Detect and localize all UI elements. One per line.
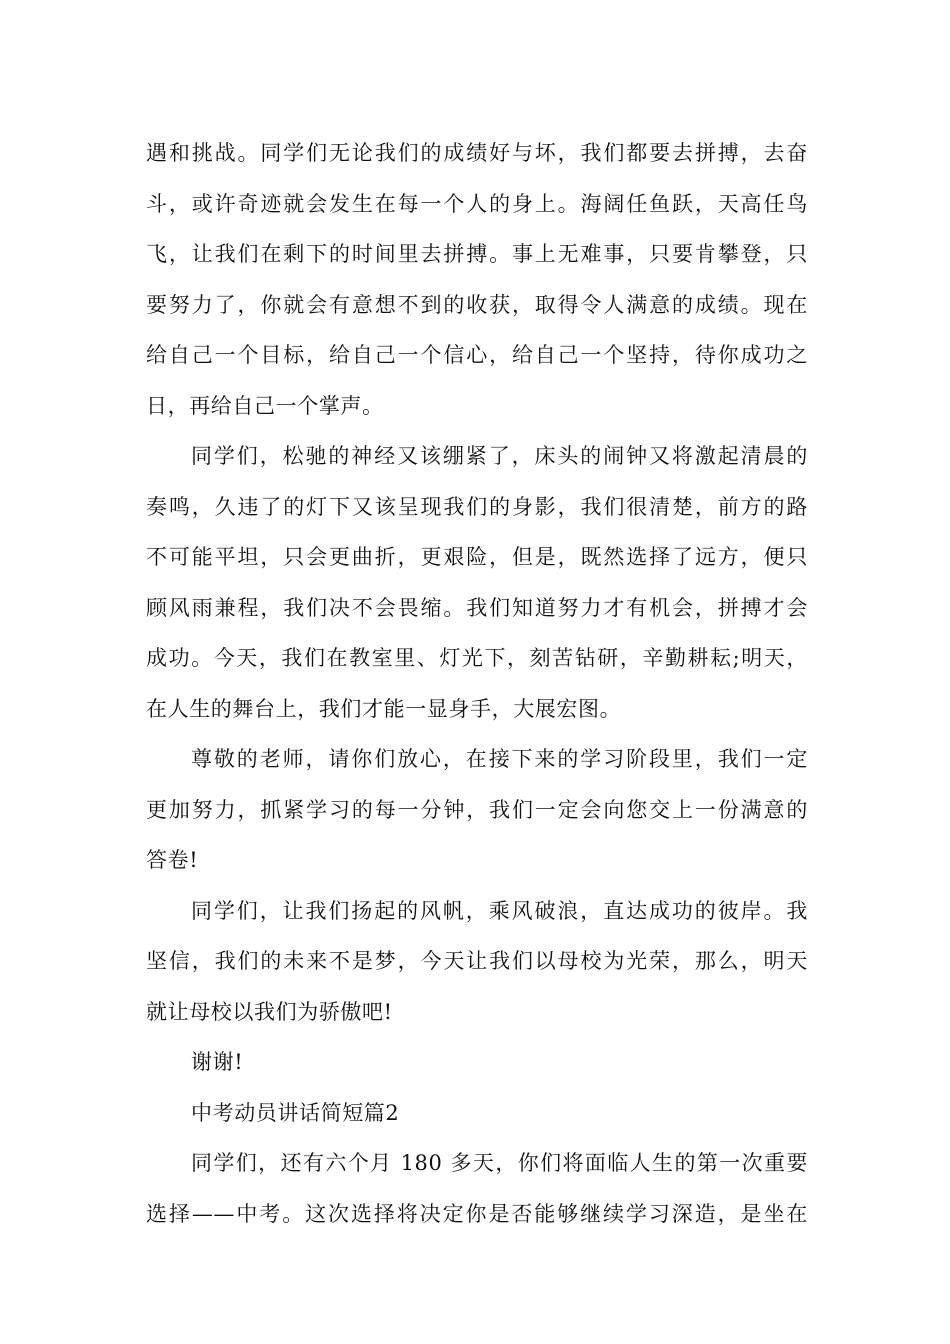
text-line: 斗，或许奇迹就会发生在每一个人的身上。海阔任鱼跃，天高任鸟 bbox=[146, 191, 808, 216]
text-line: 奏鸣，久违了的灯下又该呈现我们的身影，我们很清楚，前方的路 bbox=[146, 494, 808, 519]
text-line: 要努力了，你就会有意想不到的收获，取得令人满意的成绩。现在 bbox=[146, 292, 808, 317]
section-heading: 中考动员讲话简短篇2 bbox=[191, 1100, 400, 1125]
text-line: 飞，让我们在剩下的时间里去拼搏。事上无难事，只要肯攀登，只 bbox=[146, 242, 808, 266]
text-line: 更加努力，抓紧学习的每一分钟，我们一定会向您交上一份满意的 bbox=[146, 797, 808, 822]
text-line: 日，再给自己一个掌声。 bbox=[146, 393, 384, 418]
text-line: 同学们，让我们扬起的风帆，乘风破浪，直达成功的彼岸。我 bbox=[191, 898, 808, 923]
text-line: 同学们，松驰的神经又该绷紧了，床头的闹钟又将激起清晨的 bbox=[191, 444, 808, 468]
text-line: 顾风雨兼程，我们决不会畏缩。我们知道努力才有机会，拼搏才会 bbox=[146, 595, 808, 620]
text-line: 选择——中考。这次选择将决定你是否能够继续学习深造，是坐在 bbox=[146, 1201, 808, 1226]
text-line: 就让母校以我们为骄傲吧! bbox=[146, 999, 393, 1024]
text-line: 在人生的舞台上，我们才能一显身手，大展宏图。 bbox=[146, 696, 622, 721]
body-text bbox=[146, 128, 808, 1239]
text-line: 不可能平坦，只会更曲折，更艰险，但是，既然选择了远方，便只 bbox=[146, 545, 808, 569]
text-line: 遇和挑战。同学们无论我们的成绩好与坏，我们都要去拼搏，去奋 bbox=[146, 141, 808, 165]
text-line: 尊敬的老师，请你们放心，在接下来的学习阶段里，我们一定 bbox=[191, 747, 808, 771]
text-line: 答卷! bbox=[146, 848, 199, 872]
text-line: 同学们，还有六个月 180 多天，你们将面临人生的第一次重要 bbox=[191, 1151, 808, 1175]
closing-thanks: 谢谢! bbox=[191, 1050, 244, 1074]
text-line: 坚信，我们的未来不是梦，今天让我们以母校为光荣，那么，明天 bbox=[146, 949, 808, 973]
text-line: 给自己一个目标，给自己一个信心，给自己一个坚持，待你成功之 bbox=[146, 343, 808, 367]
text-line: 成功。今天，我们在教室里、灯光下，刻苦钻研，辛勤耕耘;明天， bbox=[146, 646, 808, 670]
